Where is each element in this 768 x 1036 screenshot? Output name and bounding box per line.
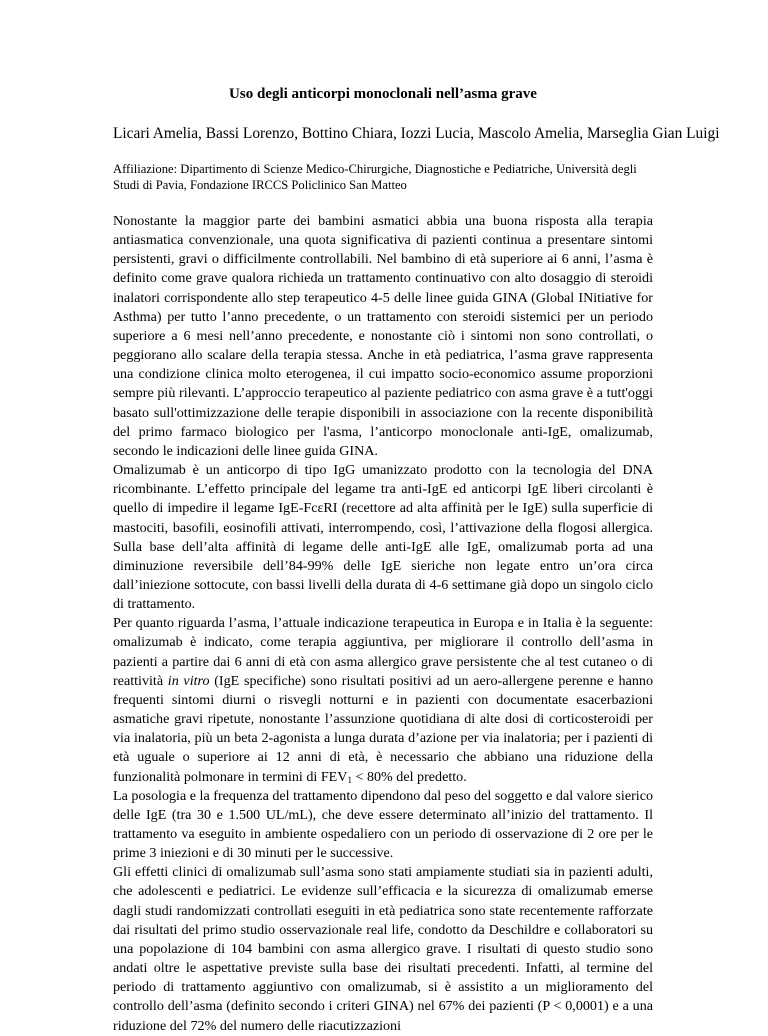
body-text <box>113 212 653 1036</box>
indication-text-b: (IgE specifiche) sono risultati positivi ad un aero-allergene perenne e hanno frequenti sintomi diurni o risvegli notturni e in pazienti con documentate esacerbazioni asmatiche gravi ripetute, nonostante l’assunzione quotidiana di alte dosi di corticosteroidi per via inalatoria, più un beta 2-agonista a lunga durata d’azione per via inalatoria; per i pazienti di età uguale o superiore ai 12 anni di età, è necessario che abbiano una riduzione della funzionalità polmonare in termini di FEV <box>113 672 653 785</box>
indication-text-c: < 80% del predetto. <box>351 768 467 785</box>
paragraph-clinical-effects: Gli effetti clinici di omalizumab sull’asma sono stati ampiamente studiati sia in pazienti adulti, che adolescenti e pediatrici. Le evidenze sull’efficacia e la sicurezza di omalizumab emerse dagli studi randomizzati controllati eseguiti in età pediatrica sono state recentemente rafforzate dai risultati del primo studio osservazionale real life, condotto da Deschildre e collaboratori su una popolazione di 104 bambini con asma allergico grave. I risultati di questo studio sono andati oltre le aspettative previste sulla base dei risultati precedenti. Infatti, al termine del periodo di trattamento aggiuntivo con omalizumab, si è assistito a un miglioramento del controllo dell’asma (definito secondo i criteri GINA) nel 67% dei pazienti (P < 0,0001) e a una riduzione del 72% del numero delle riacutizzazioni <box>113 864 653 1034</box>
paragraph-indication <box>113 614 653 786</box>
indication-text-a: Per quanto riguarda l’asma, l’attuale indicazione terapeutica in Europa e in Italia è la seguente: omalizumab è indicato, come terapia aggiuntiva, per migliorare il controllo dell’asma in pazienti a partire dai 6 anni di età con asma allergico grave persistente che al test cutaneo o di reattività <box>113 615 653 689</box>
paragraph-posology: La posologia e la frequenza del trattamento dipendono dal peso del soggetto e dal valore sierico delle IgE (tra 30 e 1.500 UL/mL), che deve essere determinato all’inizio del trattamento. Il trattamento va eseguito in ambiente ospedaliero con un periodo di osservazione di 2 ore per le prime 3 iniezioni e di 30 minuti per le successive. <box>113 787 653 862</box>
paragraph-omalizumab: Omalizumab è un anticorpo di tipo IgG umanizzato prodotto con la tecnologia del DNA ricombinante. L’effetto principale del legame tra anti-IgE ed anticorpi IgE liberi circolanti è quello di impedire il legame IgE-FcεRI (recettore ad alta affinità per le IgE) sulla superficie di mastociti, basofili, eosinofili attivati, interrompendo, così, l’attivazione della flogosi allergica. Sulla base dell’alta affinità di legame delle anti-IgE alle IgE, omalizumab porta ad una diminuzione reversibile dell’84-99% delle IgE sieriche non legate entro un’ora circa dall’iniezione sottocute, con bassi livelli della durata di 4-6 settimane già dopo un singolo ciclo di trattamento. <box>113 462 653 613</box>
in-vitro-italic: in vitro <box>167 672 210 689</box>
author-list: Licari Amelia, Bassi Lorenzo, Bottino Chiara, Iozzi Lucia, Mascolo Amelia, Marseglia Gian Luigi <box>113 125 720 142</box>
fev-subscript: 1 <box>347 774 352 785</box>
affiliation: Affiliazione: Dipartimento di Scienze Medico-Chirurgiche, Diagnostiche e Pediatriche, Università degli Studi di Pavia, Fondazione IRCCS Policlinico San Matteo <box>113 162 637 192</box>
document-title: Uso degli anticorpi monoclonali nell’asma grave <box>229 86 537 102</box>
paragraph-intro: Nonostante la maggior parte dei bambini asmatici abbia una buona risposta alla terapia antiasmatica convenzionale, una quota significativa di pazienti continua a presentare sintomi persistenti, gravi o difficilmente controllabili. Nel bambino di età superiore ai 6 anni, l’asma è definito come grave qualora richieda un trattamento continuativo con alto dosaggio di steroidi inalatori corrispondente allo step terapeutico 4-5 delle linee guida GINA (Global INitiative for Asthma) per tutto l’anno precedente, o un trattamento con steroidi sistemici per un periodo superiore a 6 mesi nell’anno precedente, e nonostante ciò i sintomi non sono controllati, o peggiorano allo scalare della terapia stessa. Anche in età pediatrica, l’asma grave rappresenta una condizione clinica molto eterogenea, il cui impatto socio-economico assume proporzioni sempre più rilevanti. L’approccio terapeutico al paziente pediatrico con asma grave è a tutt'oggi basato sull'ottimizzazione delle terapie disponibili in associazione con la recente disponibilità del primo farmaco biologico per l'asma, l’anticorpo monoclonale anti-IgE, omalizumab, secondo le indicazioni delle linee guida GINA. <box>113 213 653 459</box>
